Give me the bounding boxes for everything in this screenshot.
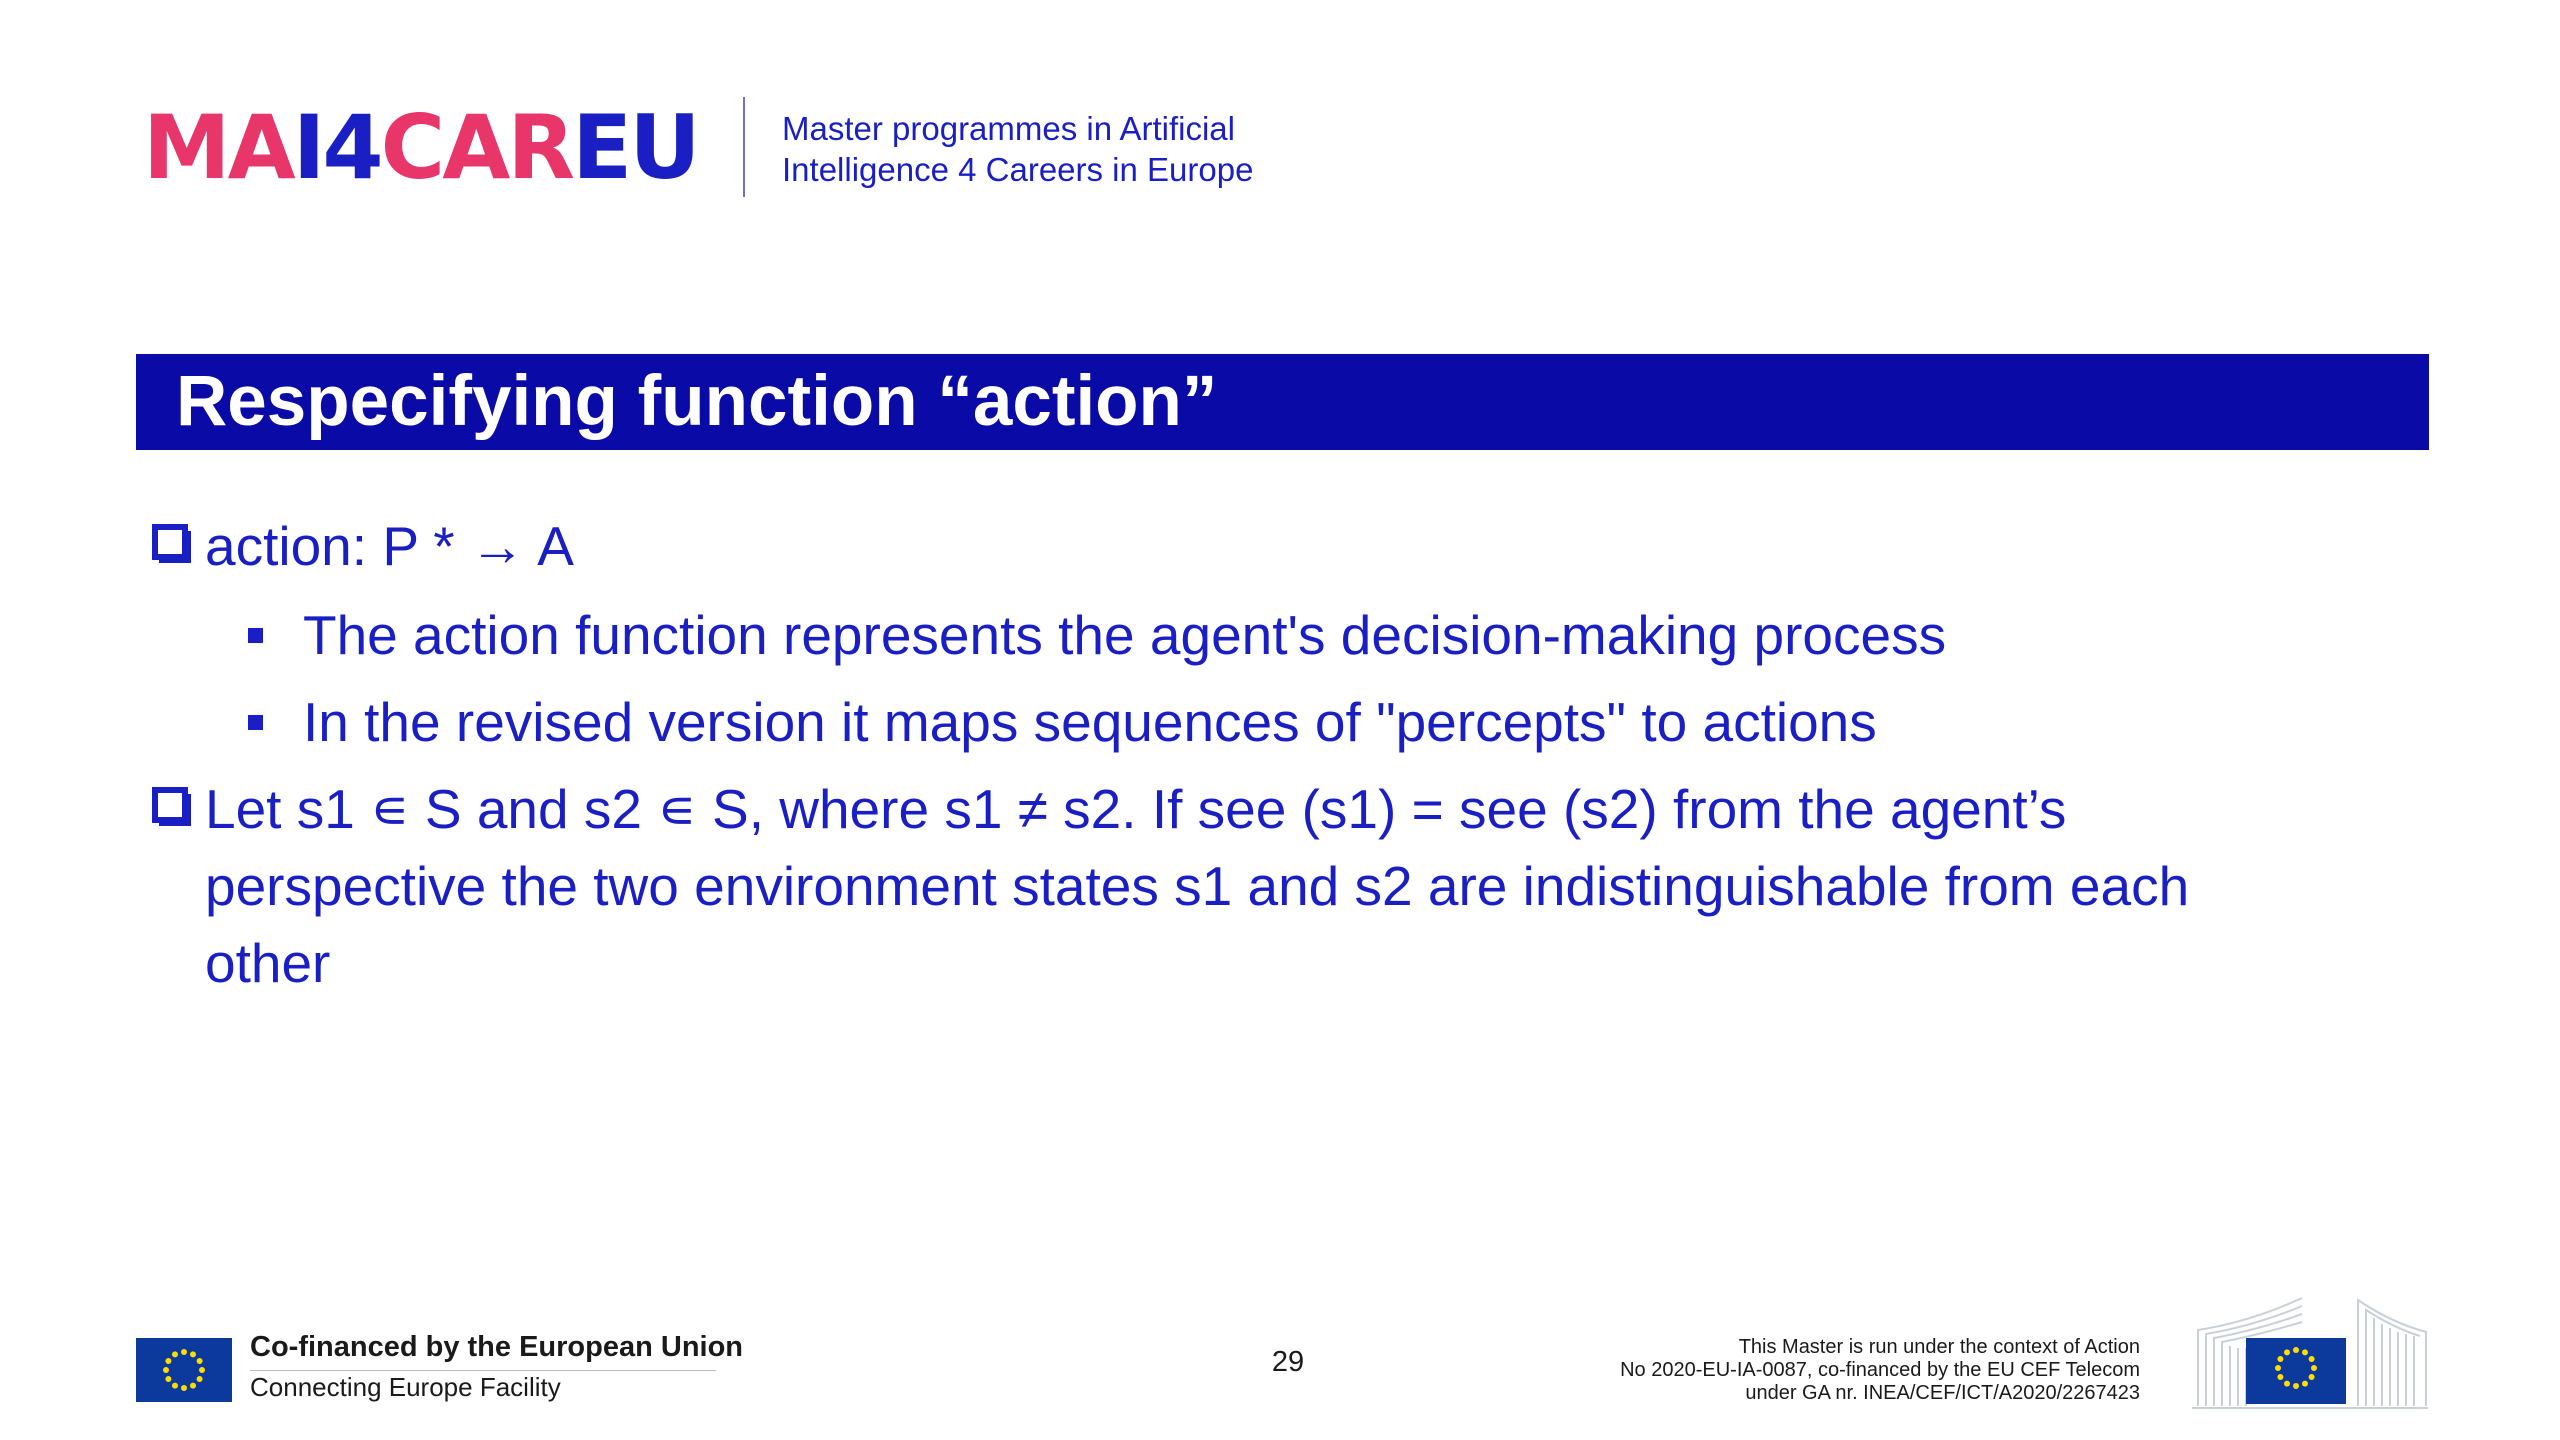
mai4careu-logo <box>143 98 698 198</box>
bullet-indistinguishable-line-2: perspective the two environment states s1 and s2 are indistinguishable from each <box>205 855 2190 917</box>
logo-part-i4: I4 <box>292 96 381 199</box>
slide-title: Respecifying function “action” <box>176 362 1218 441</box>
checkbox-bullet-icon <box>152 787 188 823</box>
checkbox-bullet-icon <box>152 524 188 560</box>
logo-part-eu: EU <box>572 96 698 199</box>
action-note-line-1: This Master is run under the context of Action <box>1738 1336 2140 1358</box>
bullet-indistinguishable-line-1: Let s1 ∊ S and s2 ∊ S, where s1 ≠ s2. If see (s1) = see (s2) from the agent’s <box>205 778 2067 840</box>
action-note <box>1620 1336 2140 1405</box>
logo-divider <box>743 97 745 197</box>
european-commission-logo <box>2190 1292 2430 1414</box>
sub-bullet-decision-making: The action function represents the agent's decision-making process <box>303 604 1947 666</box>
tagline-line-2: Intelligence 4 Careers in Europe <box>782 151 1254 188</box>
sub-bullet-revised-version: In the revised version it maps sequences of "percepts" to actions <box>303 691 1877 753</box>
tagline <box>782 108 1253 190</box>
logo-part-car: CAR <box>380 96 573 199</box>
bullet-indistinguishable-line-3: other <box>205 932 331 994</box>
bullet-action-signature: action: P * → A <box>205 515 574 577</box>
cofinanced-subtitle: Connecting Europe Facility <box>250 1372 561 1402</box>
logo-part-ma: MA <box>143 96 293 199</box>
title-bar <box>136 354 2429 450</box>
square-bullet-icon <box>248 715 263 730</box>
cofinanced-title: Co-financed by the European Union <box>250 1331 744 1363</box>
eu-flag-icon <box>136 1338 232 1402</box>
cofinanced-divider <box>250 1370 716 1371</box>
action-note-line-3: under GA nr. INEA/CEF/ICT/A2020/2267423 <box>1745 1382 2140 1404</box>
tagline-line-1: Master programmes in Artificial <box>782 110 1235 147</box>
square-bullet-icon <box>248 628 263 643</box>
action-note-line-2: No 2020-EU-IA-0087, co-financed by the EU CEF Telecom <box>1620 1359 2140 1381</box>
page-number: 29 <box>1271 1346 1305 1378</box>
